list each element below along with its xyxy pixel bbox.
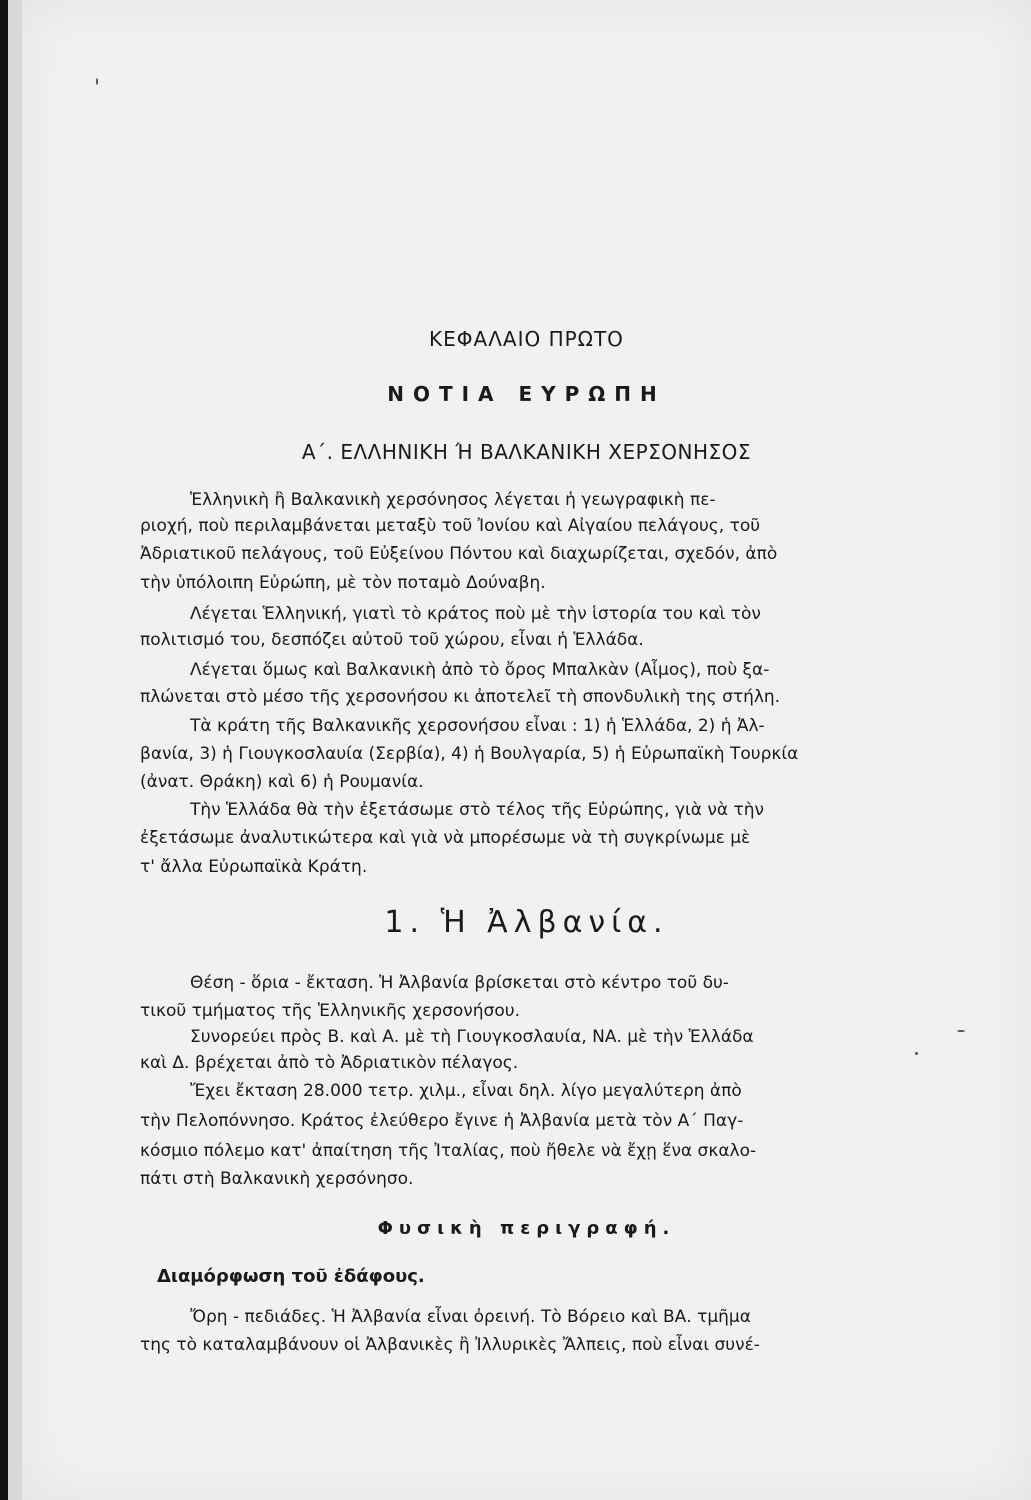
- heading-physical-description: Φυσικὴ περιγραφή.: [377, 1218, 676, 1239]
- subsection-title: Α΄. ΕΛΛΗΝΙΚΗ Ή ΒΑΛΚΑΝΙΚΗ ΧΕΡΣΟΝΗΣΟΣ: [301, 440, 752, 464]
- text-line: Θέση - ὅρια - ἔκταση. Ἡ Ἀλβανία βρίσκεται στὸ κέντρο τοῦ δυ-: [190, 973, 729, 993]
- text-line: Λέγεται ὅμως καὶ Βαλκανικὴ ἀπὸ τὸ ὄρος Μπαλκὰν (Αἷμος), ποὺ ξα-: [190, 660, 770, 680]
- text-line: τὴν Πελοπόννησο. Κράτος ἐλεύθερο ἔγινε ἡ Ἀλβανία μετὰ τὸν Α΄ Παγ-: [140, 1111, 744, 1131]
- text-line: Συνορεύει πρὸς Β. καὶ Α. μὲ τὴ Γιουγκοσλαυία, ΝΑ. μὲ τὴν Ἑλλάδα: [190, 1027, 754, 1047]
- chapter-title: ΚΕΦΑΛΑΙΟ ΠΡΩΤΟ: [429, 327, 624, 351]
- text-line: πάτι στὴ Βαλκανικὴ χερσόνησο.: [140, 1169, 414, 1189]
- text-line: της τὸ καταλαμβάνουν οἱ Ἀλβανικὲς ἢ Ἰλλυρικὲς Ἄλπεις, ποὺ εἶναι συνέ-: [140, 1335, 760, 1355]
- text-line: Λέγεται Ἑλληνική, γιατὶ τὸ κράτος ποὺ μὲ τὴν ἱστορία του καὶ τὸν: [190, 604, 761, 624]
- scan-speck: [96, 78, 98, 85]
- text-line: ἐξετάσωμε ἀναλυτικώτερα καὶ γιὰ νὰ μπορέσωμε νὰ τὴ συγκρίνωμε μὲ: [140, 828, 751, 848]
- text-line: βανία, 3) ἡ Γιουγκοσλαυία (Σερβία), 4) ἡ Βουλγαρία, 5) ἡ Εὐρωπαϊκὴ Τουρκία: [140, 744, 799, 764]
- text-line: Ἔχει ἔκταση 28.000 τετρ. χιλμ., εἶναι δηλ. λίγο μεγαλύτερη ἀπὸ: [190, 1081, 742, 1101]
- text-line: (ἀνατ. Θράκη) καὶ 6) ἡ Ρουμανία.: [140, 772, 424, 792]
- scanned-page: [22, 0, 1031, 1500]
- text-line: Τὰ κράτη τῆς Βαλκανικῆς χερσονήσου εἶναι : 1) ἡ Ἑλλάδα, 2) ἡ Ἀλ-: [190, 716, 765, 736]
- heading-terrain: Διαμόρφωση τοῦ ἐδάφους.: [157, 1266, 425, 1287]
- text-line: Ἑλληνικὴ ἢ Βαλκανικὴ χερσόνησος λέγεται ἡ γεωγραφικὴ πε-: [190, 490, 716, 510]
- text-line: κόσμιο πόλεμο κατ' ἀπαίτηση τῆς Ἰταλίας, ποὺ ἤθελε νὰ ἔχῃ ἕνα σκαλο-: [140, 1141, 757, 1161]
- text-line: πλώνεται στὸ μέσο τῆς χερσονήσου κι ἀποτελεῖ τὴ σπονδυλικὴ της στήλη.: [140, 687, 781, 707]
- scan-speck: [957, 1030, 965, 1032]
- heading-albania: 1. Ἡ Ἀλβανία.: [384, 905, 669, 940]
- text-line: ριοχή, ποὺ περιλαμβάνεται μεταξὺ τοῦ Ἰονίου καὶ Αἰγαίου πελάγους, τοῦ: [140, 516, 761, 536]
- text-line: τὴν ὑπόλοιπη Εὐρώπη, μὲ τὸν ποταμὸ Δούναβη.: [140, 573, 546, 593]
- text-line: τικοῦ τμήματος τῆς Ἑλληνικῆς χερσονήσου.: [140, 1001, 520, 1021]
- text-line: Ἀδριατικοῦ πελάγους, τοῦ Εὐξείνου Πόντου καὶ διαχωρίζεται, σχεδόν, ἀπὸ: [140, 544, 778, 564]
- section-title: ΝΟΤΙΑ ΕΥΡΩΠΗ: [387, 382, 666, 406]
- text-line: καὶ Δ. βρέχεται ἀπὸ τὸ Ἀδριατικὸν πέλαγος.: [140, 1053, 519, 1073]
- text-line: Ὄρη - πεδιάδες. Ἡ Ἀλβανία εἶναι ὀρεινή. Τὸ Βόρειο καὶ ΒΑ. τμῆμα: [190, 1307, 751, 1327]
- scan-speck: [915, 1052, 918, 1055]
- text-line: πολιτισμό του, δεσπόζει αὐτοῦ τοῦ χώρου, εἶναι ἡ Ἑλλάδα.: [140, 630, 644, 650]
- text-line: Τὴν Ἑλλάδα θὰ τὴν ἐξετάσωμε στὸ τέλος τῆς Εὐρώπης, γιὰ νὰ τὴν: [190, 800, 765, 820]
- text-line: τ' ἄλλα Εὐρωπαϊκὰ Κράτη.: [140, 857, 368, 877]
